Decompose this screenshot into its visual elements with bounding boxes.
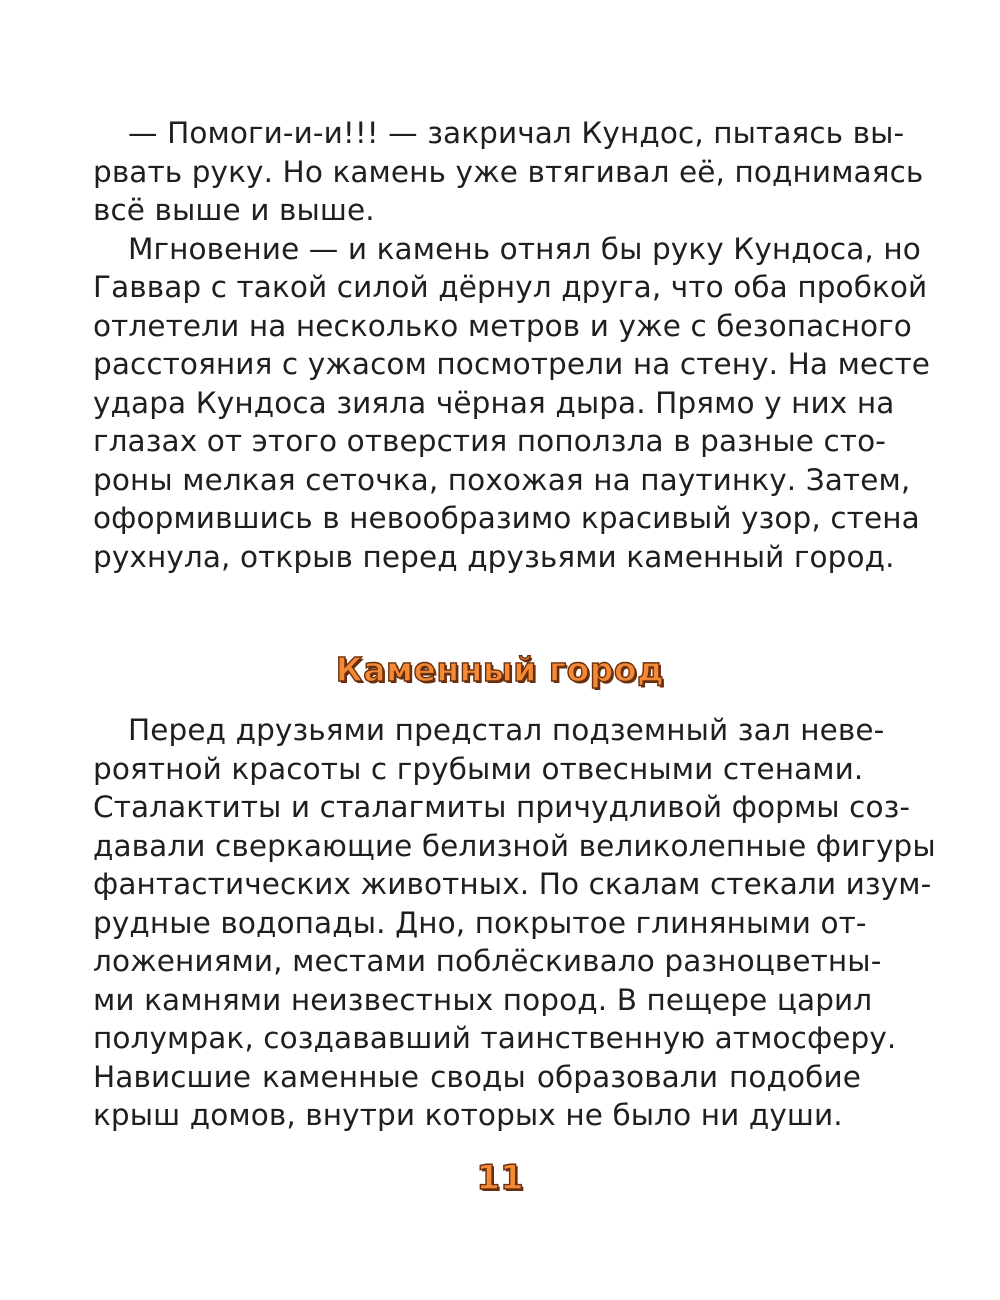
text-line: ложениями, местами поблёскивало разноцветны- — [93, 944, 882, 978]
text-line: всё выше и выше. — [93, 193, 375, 227]
text-line: роны мелкая сеточка, похожая на паутинку. Затем, — [93, 462, 911, 497]
text-line: роятной красоты с грубыми отвесными стенами. — [93, 751, 864, 786]
text-line: рухнула, открыв перед друзьями каменный город. — [93, 539, 895, 574]
text-line: ми камнями неизвестных пород. В пещере царил — [93, 982, 873, 1017]
text-line: давали сверкающие белизной великолепные фигуры — [93, 828, 936, 863]
text-line: глазах от этого отверстия поползла в разные сто- — [93, 424, 886, 458]
text-line: рудные водопады. Дно, покрытое глиняными от- — [93, 905, 867, 940]
section-heading: Каменный город — [335, 650, 665, 689]
text-line: отлетели на несколько метров и уже с безопасного — [93, 308, 912, 343]
text-line: Нависшие каменные своды образовали подобие — [93, 1059, 861, 1094]
text-block-bottom — [93, 711, 936, 1135]
text-line: — Помоги-и-и!!! — закричал Кундос, пытаясь вы- — [128, 116, 905, 150]
text-line: фантастических животных. По скалам стекали изум- — [93, 867, 932, 901]
text-line: Гаввар с такой силой дёрнул друга, что оба пробкой — [93, 270, 928, 304]
text-line: удара Кундоса зияла чёрная дыра. Прямо у них на — [93, 385, 895, 420]
text-line: оформившись в невообразимо красивый узор, стена — [93, 501, 920, 535]
page-number: 11 — [476, 1158, 524, 1198]
text-line: расстояния с ужасом посмотрели на стену. На месте — [93, 347, 931, 381]
text-block-top — [93, 114, 931, 576]
text-line: Сталактиты и сталагмиты причудливой формы соз- — [93, 790, 911, 824]
text-line: Перед друзьями предстал подземный зал неве- — [128, 713, 885, 747]
text-line: полумрак, создававший таинственную атмосферу. — [93, 1021, 897, 1055]
text-line: рвать руку. Но камень уже втягивал её, поднимаясь — [93, 154, 924, 189]
text-line: крыш домов, внутри которых не было ни души. — [93, 1098, 843, 1132]
text-line: Мгновение — и камень отнял бы руку Кундоса, но — [128, 231, 921, 266]
